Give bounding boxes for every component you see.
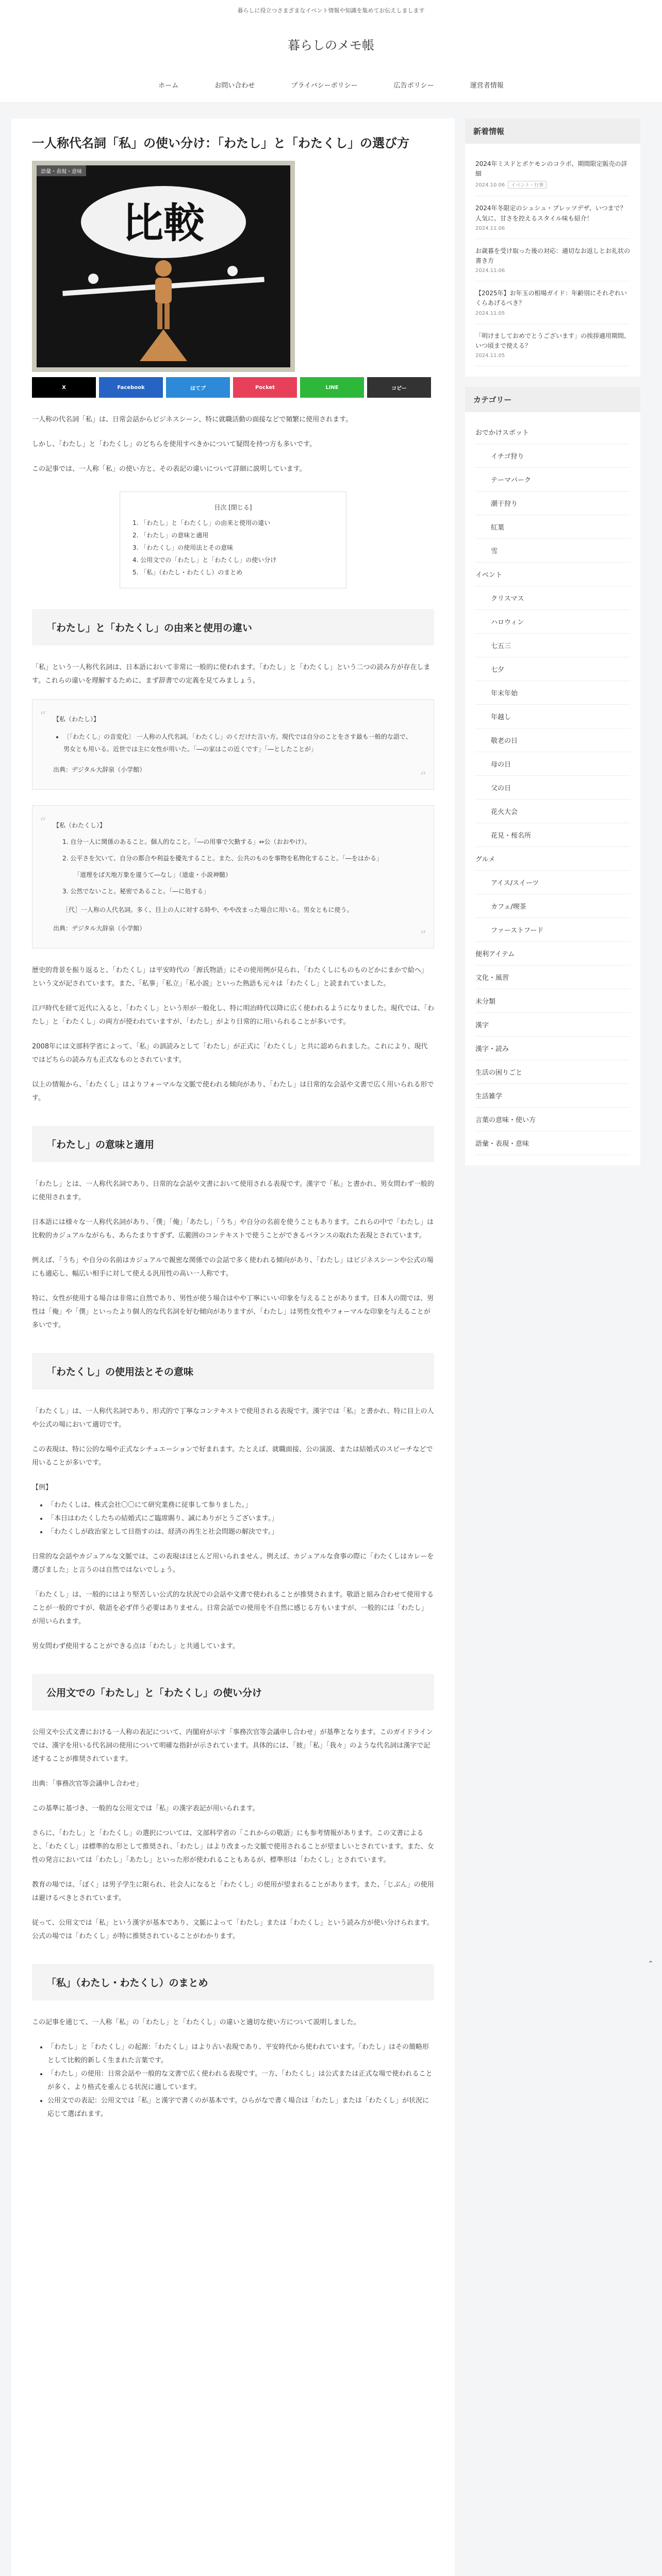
- paragraph: さらに、「わたし」と「わたくし」の選択については、文部科学省の「これからの敬語」にも参考情報があります。この文書によると、「わたくし」は標準的な形として推奨され、「わたし」はより改まった文脈で使用されることが望ましいとされています。また、女性の発言においては「わたし」「あたし」といった形が使われることもあるが、標準形は「わたくし」とされています。: [32, 1829, 434, 1864]
- category-item[interactable]: 語彙・表現・意味: [475, 1131, 630, 1155]
- category-item[interactable]: 年末年始: [475, 681, 630, 705]
- quote-item: 2. 公平さを欠いて、自分の都合や利益を優先すること。また、公共のものを事物を私物化すること。「―をはかる」: [62, 855, 383, 862]
- nav-home[interactable]: ホーム: [158, 82, 179, 90]
- section-heading: 「わたくし」の使用法とその意味: [32, 1353, 434, 1389]
- list-item: • 「わたし」と「わたくし」の起源：「わたくし」はより古い表現であり、平安時代から使われています。「わたし」はその簡略形として比較的新しく生まれた言葉です。: [47, 2041, 434, 2067]
- example-list: [47, 1499, 434, 1539]
- site-title[interactable]: 暮らしのメモ帳: [288, 38, 374, 53]
- article-title: 一人称代名詞「私」の使い分け：「わたし」と「わたくし」の選び方: [32, 136, 409, 150]
- paragraph: 「私」という一人称代名詞は、日本語において非常に一般的に使われます。「わたし」と「わたくし」という二つの読み方が存在します。これらの違いを理解するために、まず辞書での定義を見てみましょう。: [32, 664, 431, 685]
- paragraph: 日常的な会話やカジュアルな文脈では、この表現はほとんど用いられません。例えば、カジュアルな食事の際に「わたくしはカレーを選びました」と言うのは自然ではないでしょう。: [32, 1553, 434, 1574]
- post-title[interactable]: お歳暮を受け取った後の対応：適切なお返しとお礼状の書き方: [475, 247, 631, 264]
- category-item[interactable]: クリスマス: [475, 586, 630, 610]
- category-item[interactable]: 文化・風習: [475, 965, 630, 989]
- seesaw-figure-icon: [37, 165, 290, 367]
- table-of-contents: [120, 492, 346, 588]
- category-label[interactable]: 語彙・表現・意味: [37, 165, 86, 176]
- paragraph: 歴史的背景を振り返ると、「わたくし」は平安時代の「源氏物語」にその使用例が見られ、「わたくしにものものどかにまかで給へ」という文が記されています。また、「私事」「私立」「私小説」といった熟語も元々は「わたくし」と読まれていました。: [32, 967, 428, 988]
- paragraph: 教育の場では、「ぼく」は男子学生に限られ、社会人になると「わたくし」の使用が望まれることがあります。また、「じぶん」の使用は避けるべきとされています。: [32, 1881, 434, 1902]
- post-title[interactable]: 【2025年】お年玉の相場ガイド：年齢別にそれぞれいくらあげるべき？: [475, 290, 627, 307]
- category-item[interactable]: 便利アイテム: [475, 942, 630, 965]
- quote-source: 出典：デジタル大辞泉（小学館）: [53, 925, 146, 932]
- post-date: 2024.11.06: [475, 225, 505, 231]
- quote-close-icon: ”: [420, 770, 426, 784]
- category-item[interactable]: グルメ: [475, 847, 630, 871]
- section-heading: 「私」（わたし・わたくし）のまとめ: [32, 1964, 434, 2001]
- nav-privacy[interactable]: プライバシーポリシー: [291, 82, 358, 90]
- category-item[interactable]: 年越し: [475, 705, 630, 728]
- post-date: 2024.11.06: [475, 268, 505, 274]
- toc-link[interactable]: 1. 「わたし」と「わたくし」の由来と使用の違い: [133, 519, 271, 527]
- paragraph: 「わたくし」は、一般的にはより堅苦しい公式的な状況での会話や文書で使われることが推奨されます。敬語と組み合わせて使用することが一般的ですが、敬語を必ず伴う必要はありません。日常会話での使用を不自然に感じる方もいますが、一般的には「わたし」が用いられます。: [32, 1591, 434, 1625]
- category-item[interactable]: 父の日: [475, 776, 630, 800]
- example-heading: 【例】: [32, 1484, 53, 1492]
- quote-item: 1. 自分一人に関係のあること。個人的なこと。「―の用事で欠勤する」⇔公（おおやけ）。: [62, 838, 311, 845]
- category-item[interactable]: 雪: [475, 539, 630, 563]
- quote-item: • 〔「わたくし」の音変化〕 一人称の人代名詞。「わたくし」のくだけた言い方。現代では自分のことをさす最も一般的な語で、男女とも用いる。近世では主に女性が用いた。「―の家はこの近くです」「―としたことが」: [63, 731, 413, 755]
- new-post-item[interactable]: [475, 196, 630, 239]
- paragraph: 以上の情報から、「わたくし」はよりフォーマルな文脈で使われる傾向があり、「わたし」は日常的な会話や文書で広く用いられる形です。: [32, 1081, 434, 1102]
- category-item[interactable]: おでかけスポット: [475, 420, 630, 444]
- paragraph: 2008年には文部科学省によって、「私」の訓読みとして「わたし」が正式に「わたくし」と共に認められました。これにより、現代ではどちらの読み方も正式なものとされています。: [32, 1043, 428, 1064]
- paragraph: 「わたし」とは、一人称代名詞であり、日常的な会話や文書において使用される表現です。漢字で「私」と書かれ、男女問わず一般的に使用されます。: [32, 1180, 434, 1201]
- share-copy-button[interactable]: コピー: [367, 377, 431, 398]
- intro-paragraph: しかし、「わたし」と「わたくし」のどちらを使用すべきかについて疑問を持つ方も多いです。: [32, 440, 316, 448]
- category-item[interactable]: 生活雑学: [475, 1084, 630, 1108]
- paragraph: 男女問わず使用することができる点は「わたし」と共通しています。: [32, 1642, 239, 1650]
- quote-item: 「道理をば天地万象を違うて―なし」（道虚・小説神髄）: [74, 871, 232, 878]
- category-item[interactable]: 未分類: [475, 989, 630, 1013]
- category-item[interactable]: 七五三: [475, 634, 630, 657]
- list-item: • 「本日はわたくしたちの結婚式にご臨席賜り、誠にありがとうございます。」: [47, 1512, 434, 1526]
- paragraph: 公用文や公式文書における一人称の表記について、内閣府が示す「事務次官等会議申し合わせ」が基準となります。このガイドラインでは、漢字を用いる代名詞の使用について明確な指針が示されています。具体的には、「彼」「私」「我々」のような代名詞は漢字で記述することが推奨されています。: [32, 1728, 433, 1763]
- dictionary-quote: [32, 805, 434, 948]
- category-item[interactable]: カフェ/喫茶: [475, 894, 630, 918]
- section-heading: 公用文での「わたし」と「わたくし」の使い分け: [32, 1674, 434, 1710]
- paragraph: 江戸時代を経て近代に入ると、「わたくし」という形が一般化し、特に明治時代以降に広く使われるようになりました。現代では、「わたし」と「わたくし」の両方が使われていますが、「わたし」がより日常的に用いられることが多いです。: [32, 1005, 435, 1026]
- quote-open-icon: “: [40, 709, 46, 723]
- category-item[interactable]: 母の日: [475, 752, 630, 776]
- new-post-item[interactable]: [475, 281, 630, 324]
- intro-paragraph: 一人称の代名詞「私」は、日常会話からビジネスシーン、特に就職活動の面接などで頻繁に使用されます。: [32, 416, 353, 423]
- paragraph: 日本語には様々な一人称代名詞があり、「僕」「俺」「あたし」「うち」や自分の名前を使うこともあります。これらの中で「わたし」は比較的カジュアルながらも、あらたまりすぎず、広範囲のコンテキストで使うことができるバランスの取れた表現とされています。: [32, 1218, 434, 1240]
- category-item[interactable]: 敬老の日: [475, 728, 630, 752]
- category-item[interactable]: 言葉の意味・使い方: [475, 1108, 630, 1131]
- list-item: • 公用文での表記：公用文では「私」と漢字で書くのが基本です。ひらがなで書く場合は「わたし」または「わたくし」が状況に応じて選ばれます。: [47, 2094, 434, 2121]
- paragraph: 例えば、「うち」や自分の名前はカジュアルで親密な関係での会話で多く使われる傾向があり、「わたし」はビジネスシーンや公式の場にも適応し、幅広い相手に対して使える汎用性の高い一人称です。: [32, 1257, 434, 1278]
- paragraph: 従って、公用文では「私」という漢字が基本であり、文脈によって「わたし」または「わたくし」という読み方が使い分けられます。公式の場では「わたくし」が特に推奨されていることがわかります。: [32, 1919, 434, 1940]
- share-facebook-button[interactable]: Facebook: [99, 377, 163, 398]
- toc-link[interactable]: 5. 「私」（わたし・わたくし）のまとめ: [133, 569, 243, 576]
- nav-ad-policy[interactable]: 広告ポリシー: [393, 82, 434, 90]
- category-item[interactable]: ファーストフード: [475, 918, 630, 942]
- eyecatch-text: 比較: [122, 199, 205, 247]
- global-nav: [0, 67, 662, 103]
- article: [11, 118, 455, 2576]
- scroll-to-top-icon[interactable]: ⌃: [648, 1960, 654, 1968]
- site-brand[interactable]: [0, 21, 662, 67]
- post-tag[interactable]: イベント・行事: [508, 181, 547, 189]
- category-item[interactable]: 花火大会: [475, 800, 630, 823]
- post-title[interactable]: 「明けましておめでとうございます」の挨拶適用期間、いつ頃まで使える？: [475, 332, 631, 349]
- summary-list: [47, 2041, 434, 2121]
- paragraph: 「わたくし」は、一人称代名詞であり、形式的で丁寧なコンテキストで使用される表現です。漢字では「私」と書かれ、特に目上の人や公式の場において適切です。: [32, 1408, 434, 1429]
- top-tagline: 暮らしに役立つさまざまなイベント情報や知識を集めてお伝えしまします: [0, 0, 662, 21]
- sidebar: [465, 118, 640, 2576]
- share-hatebu-button[interactable]: はてブ: [166, 377, 230, 398]
- widget-title: 新着情報: [465, 118, 640, 144]
- post-date: 2024.11.05: [475, 310, 505, 316]
- quote-heading: 【私（わたくし）】: [53, 822, 106, 829]
- nav-operator[interactable]: 運営者情報: [470, 82, 504, 90]
- paragraph: この基準に基づき、一般的な公用文では「私」の漢字表記が用いられます。: [32, 1805, 259, 1812]
- category-item[interactable]: イベント: [475, 563, 630, 586]
- quote-close-icon: ”: [420, 928, 426, 943]
- share-line-button[interactable]: LINE: [300, 377, 364, 398]
- category-item[interactable]: 紅葉: [475, 515, 630, 539]
- new-post-item[interactable]: [475, 239, 630, 281]
- category-item[interactable]: アイス/スイーツ: [475, 871, 630, 894]
- post-title[interactable]: 2024年ミスドとポケモンのコラボ、期間限定販売の詳細: [475, 160, 627, 178]
- category-item[interactable]: テーマパーク: [475, 468, 630, 492]
- category-list: [475, 420, 630, 1155]
- section-heading: 「わたし」の意味と適用: [32, 1126, 434, 1162]
- list-item: • 「わたくしは、株式会社〇〇にて研究業務に従事して参りました。」: [47, 1499, 434, 1512]
- category-item[interactable]: イチゴ狩り: [475, 444, 630, 468]
- quote-source: 出典：デジタル大辞泉（小学館）: [53, 766, 146, 773]
- paragraph: この表現は、特に公的な場や正式なシチュエーションで好まれます。たとえば、就職面接、公の演説、または結婚式のスピーチなどで用いることが多いです。: [32, 1446, 433, 1467]
- share-buttons: [32, 377, 434, 398]
- category-item[interactable]: 花見・桜名所: [475, 823, 630, 847]
- section-heading: 「わたし」と「わたくし」の由来と使用の違い: [32, 609, 434, 646]
- category-item[interactable]: 生活の困りごと: [475, 1060, 630, 1084]
- share-pocket-button[interactable]: Pocket: [233, 377, 297, 398]
- nav-contact[interactable]: お問い合わせ: [214, 82, 255, 90]
- toc-link[interactable]: 2. 「わたし」の意味と適用: [133, 532, 209, 539]
- category-widget: [465, 387, 640, 1165]
- category-item[interactable]: 漢字: [475, 1013, 630, 1037]
- widget-title: カテゴリー: [465, 387, 640, 412]
- quote-heading: 【私（わたし）】: [53, 716, 100, 723]
- category-item[interactable]: ハロウィン: [475, 610, 630, 634]
- toc-link[interactable]: 4. 公用文での「わたし」と「わたくし」の使い分け: [133, 556, 277, 564]
- post-title[interactable]: 2024年冬限定のシュシュ・プレッツデザ、いつまで？人気に、甘さを控えるスタイル味も紹介！: [475, 205, 626, 222]
- toc-title[interactable]: 目次 [閉じる]: [214, 504, 252, 511]
- quote-item: 3. 公然でないこと。秘密であること。「―に処する」: [62, 888, 210, 895]
- new-post-item[interactable]: [475, 324, 630, 366]
- list-item: • 「わたくしが政治家として目指すのは、経済の再生と社会問題の解決です。」: [47, 1526, 434, 1539]
- new-post-item[interactable]: [475, 152, 630, 196]
- post-date: 2024.11.05: [475, 352, 505, 359]
- post-date: 2024.10.06: [475, 182, 505, 189]
- category-item[interactable]: 漢字・読み: [475, 1037, 630, 1060]
- intro-paragraph: この記事では、一人称「私」の使い方と、その表記の違いについて詳細に説明しています。: [32, 465, 306, 473]
- paragraph: この記事を通じて、一人称「私」の「わたし」と「わたくし」の違いと適切な使い方について説明しました。: [32, 2019, 360, 2026]
- dictionary-quote: [32, 699, 434, 790]
- eyecatch-image: [32, 161, 295, 372]
- share-x-button[interactable]: X: [32, 377, 96, 398]
- source-note: 出典：「事務次官等会議申し合わせ」: [32, 1780, 143, 1788]
- paragraph: 特に、女性が使用する場合は非常に自然であり、男性が使う場合はやや丁寧にいい印象を与えることがあります。日本人の間では、男性は「俺」や「僕」といったより個人的な代名詞を好む傾向がありますが、「わたし」は男性女性やフォーマルな印象を与えることが多いです。: [32, 1295, 434, 1329]
- toc-link[interactable]: 3. 「わたくし」の使用法とその意味: [133, 544, 234, 551]
- list-item: • 「わたし」の使用：日常会話や一般的な文書で広く使われる表現です。一方、「わたくし」は公式または正式な場で使われることが多く、より格式を重んじる状況に適しています。: [47, 2067, 434, 2094]
- category-item[interactable]: 潮干狩り: [475, 492, 630, 515]
- quote-open-icon: “: [40, 815, 46, 829]
- category-item[interactable]: 七夕: [475, 657, 630, 681]
- quote-item: ［代］一人称の人代名詞。多く、目上の人に対する時や、やや改まった場合に用いる。男女ともに使う。: [62, 906, 353, 913]
- new-posts-widget: [465, 118, 640, 377]
